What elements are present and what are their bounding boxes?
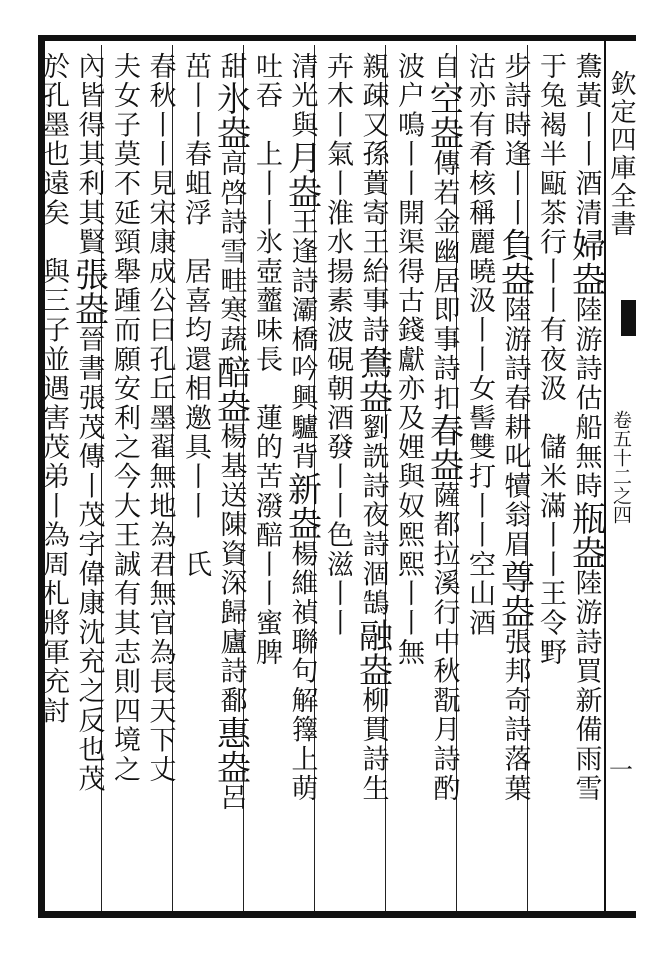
entry-text: 儲米滿丨丨王令野 — [535, 432, 566, 668]
entry-text: 居喜均還相邀具丨丨 — [180, 257, 211, 521]
entry-text: 吐吞 — [251, 52, 282, 111]
entry-text: 柳貫詩生 — [357, 686, 389, 804]
entry-text: 薩都拉溪行中秋翫月詩酌 — [428, 481, 460, 804]
entry-text: 張邦奇詩落葉 — [499, 627, 531, 804]
entry-text: 沽亦有肴核稱 — [464, 52, 495, 228]
entry-text — [535, 404, 566, 433]
entry-text: 蓮的苦潑醅丨丨蜜脾 — [251, 403, 282, 668]
entry-text: 于兔褐半甌茶 — [535, 52, 566, 228]
entry-text: 丨丨酒清 — [570, 110, 602, 228]
entry-text — [180, 228, 211, 257]
entry-text: 內皆得其利其賢 — [73, 52, 105, 258]
text-column — [25, 52, 75, 907]
entry-text: 氏 — [180, 550, 211, 580]
entry-text: 春秋丨丨見宋康成公曰孔丘墨翟無地為君無官為長天下丈 — [144, 52, 176, 785]
entry-text: 楊維禎聯句解籜上萌 — [286, 539, 318, 804]
entry-text: 硯朝酒發丨丨 — [322, 345, 353, 521]
entry-text: 陸游詩估船無時 — [570, 295, 602, 501]
entry-text: 步詩時逢丨丨 — [499, 52, 531, 228]
entry-heading: 張盎 — [68, 257, 109, 326]
entry-text: 色滋丨丨 — [322, 520, 353, 639]
entry-text — [38, 228, 69, 257]
entry-text: 麗曉汲丨丨女髻雙 — [464, 227, 495, 463]
entry-text — [180, 521, 211, 550]
entry-heading: 新盎 — [281, 471, 322, 540]
entry-text: 呂 — [215, 783, 247, 813]
entry-text: 劉詵詩夜詩涸鵠 — [357, 413, 389, 619]
entry-text: 鴦黃 — [570, 52, 602, 111]
entry-text: 陸游詩春耕叱犢翁眉 — [499, 295, 531, 560]
entry-text: 夫女子莫不延頸舉踵而願安利之今大王誠有其志則四境之 — [109, 52, 140, 785]
entry-heading: 婦盎 — [565, 227, 606, 296]
entry-text: 自 — [428, 52, 460, 82]
entry-text: 與三子並遇害茂弟丨為周札將軍充討 — [38, 257, 69, 726]
entry-text: 打丨丨空山酒 — [464, 462, 495, 639]
entry-text: 清光與 — [286, 52, 318, 140]
header-black-block — [621, 300, 636, 336]
book-title: 欽定四庫全書 — [606, 70, 636, 238]
entry-text: 王逢詩灞橋吟興驢背 — [286, 207, 318, 472]
volume-label: 卷五十二之四 — [610, 410, 632, 524]
entry-text: 於孔墨也遠矣 — [38, 52, 69, 228]
entry-heading: 空盎 — [423, 81, 464, 150]
entry-text: 波户鳴丨丨開渠得古錢 — [393, 52, 424, 345]
entry-heading: 氷盎 — [210, 81, 251, 150]
entry-heading: 鴦盎 — [352, 345, 393, 413]
entry-text: 親疎又孫蕢寄王紿事詩 — [357, 52, 389, 345]
entry-text: 行丨丨有夜汲 — [535, 227, 566, 404]
entry-text: 卉木丨氣丨淮水揚素波 — [322, 52, 353, 345]
entry-text: 楊基送陳資深歸廬詩鄱 — [215, 422, 247, 716]
entry-text — [251, 374, 282, 403]
entry-text: 高啓詩雪畦寒蔬 — [215, 149, 247, 355]
entry-heading: 春盎 — [423, 413, 464, 482]
entry-text: 獻亦及娌與奴熙熙丨丨無 — [393, 345, 424, 668]
entry-text: 上丨丨氷壺虀味長 — [251, 110, 282, 375]
entry-text: 甜 — [215, 52, 247, 82]
entry-text: 茁丨丨春蛆浮 — [180, 52, 211, 228]
entry-text: 傳若金幽居即事詩扣 — [428, 149, 460, 414]
entry-heading: 惠盎 — [210, 715, 251, 784]
entry-text: 晉書張茂傳丨茂字偉康沈充之反也茂 — [73, 325, 105, 794]
entry-heading: 醅盎 — [210, 354, 251, 423]
entry-heading: 融盎 — [352, 618, 393, 687]
entry-heading: 尊盎 — [494, 559, 535, 628]
page-number: 一 — [609, 756, 633, 784]
entry-heading: 負盎 — [494, 227, 535, 296]
entry-heading: 瓶盎 — [565, 500, 606, 569]
entry-text: 陸游詩買新備雨雪 — [570, 568, 602, 804]
entry-heading: 月盎 — [281, 139, 322, 208]
